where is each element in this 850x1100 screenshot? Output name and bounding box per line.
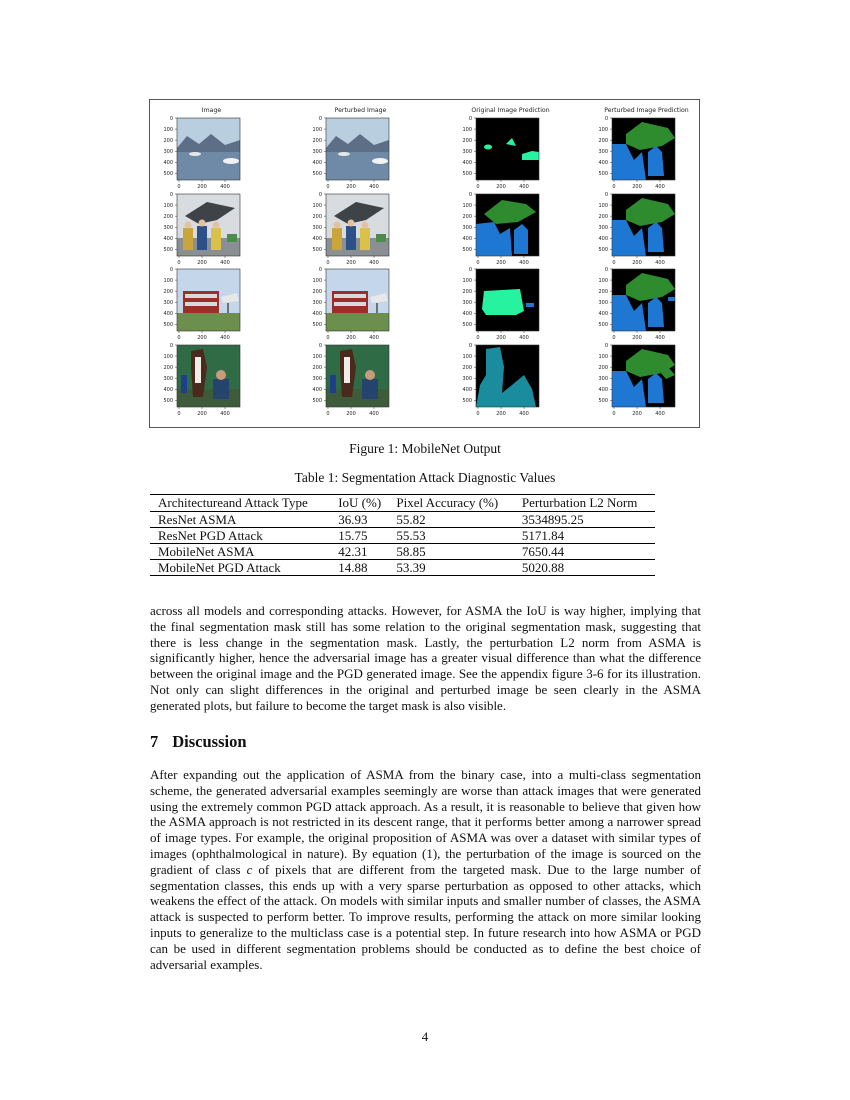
x-tick-label: 0 (476, 335, 480, 341)
y-tick-label: 300 (462, 300, 472, 307)
panel-title: Perturbed Image Prediction (604, 107, 689, 114)
subplot-panel (326, 194, 389, 256)
x-tick-label: 200 (346, 184, 356, 190)
y-tick-label: 0 (604, 191, 608, 198)
y-tick-label: 300 (598, 149, 608, 156)
y-tick-label: 400 (312, 160, 322, 167)
x-tick-label: 200 (496, 411, 506, 417)
y-tick-label: 300 (462, 376, 472, 383)
x-tick-label: 400 (519, 335, 529, 341)
subplot-panel (612, 118, 675, 180)
water (326, 152, 389, 180)
x-tick-label: 400 (519, 184, 529, 190)
x-tick-label: 0 (177, 260, 181, 266)
y-tick-label: 0 (169, 115, 173, 122)
y-tick-label: 300 (163, 149, 173, 156)
table-caption: Table 1: Segmentation Attack Diagnostic Values (294, 470, 556, 485)
x-tick-label: 200 (496, 260, 506, 266)
y-tick-label: 300 (312, 225, 322, 232)
person (332, 228, 342, 250)
x-tick-label: 200 (632, 411, 642, 417)
y-tick-label: 100 (462, 202, 472, 209)
x-tick-label: 0 (476, 184, 480, 190)
y-tick-label: 200 (163, 213, 173, 220)
table-header-cell: Architectureand Attack Type (150, 495, 330, 512)
y-tick-label: 500 (163, 322, 173, 329)
y-tick-label: 0 (318, 342, 322, 349)
x-tick-label: 200 (632, 184, 642, 190)
x-tick-label: 400 (220, 184, 230, 190)
y-tick-label: 0 (604, 342, 608, 349)
y-tick-label: 500 (462, 171, 472, 178)
bus-windows (334, 302, 366, 306)
y-tick-label: 500 (312, 171, 322, 178)
person (362, 379, 378, 399)
y-tick-label: 100 (598, 353, 608, 360)
y-tick-label: 0 (169, 266, 173, 273)
table-cell: 58.85 (388, 544, 513, 560)
y-tick-label: 100 (163, 353, 173, 360)
y-tick-label: 400 (462, 387, 472, 394)
x-tick-label: 400 (369, 184, 379, 190)
x-tick-label: 400 (220, 260, 230, 266)
mask-region (482, 289, 524, 315)
grass (177, 313, 240, 331)
y-tick-label: 400 (163, 387, 173, 394)
x-tick-label: 400 (519, 411, 529, 417)
y-tick-label: 400 (462, 236, 472, 243)
y-tick-label: 100 (598, 277, 608, 284)
table-cell: 42.31 (330, 544, 388, 560)
y-tick-label: 300 (598, 300, 608, 307)
y-tick-label: 500 (462, 322, 472, 329)
y-tick-label: 200 (163, 364, 173, 371)
table-cell: ResNet ASMA (150, 512, 330, 528)
y-tick-label: 100 (312, 202, 322, 209)
subplot-panel (476, 269, 539, 331)
water (177, 152, 240, 180)
y-tick-label: 200 (598, 288, 608, 295)
head (213, 222, 220, 229)
person (181, 375, 187, 393)
subplot-panel (326, 269, 389, 331)
head (362, 222, 369, 229)
x-tick-label: 400 (220, 411, 230, 417)
person (213, 379, 229, 399)
figure-mobilenet-output (149, 99, 700, 428)
x-tick-label: 200 (496, 335, 506, 341)
x-tick-label: 0 (326, 411, 330, 417)
head (199, 220, 206, 227)
discussion-text-a: After expanding out the application of ASMA from the binary case, into a multi-class segmentation scheme, the generated adversarial examples seemingly are worse than attack images that were generated using the extremely common PGD attack approach. As a result, it is reasonable to believe that given how the ASMA approach is not restricted in its descent range, that it performs better among a narrower spread of image types. For example, the original proposition of ASMA was over a dataset with similar types of images (ophthalmological in nature). By equation (1), the perturbation of the image is sourced on the gradient of class (150, 767, 701, 877)
mask-region (484, 145, 492, 150)
y-tick-label: 200 (462, 288, 472, 295)
head (334, 222, 341, 229)
table-cell: 7650.44 (514, 544, 655, 560)
y-tick-label: 500 (462, 247, 472, 254)
y-tick-label: 0 (318, 266, 322, 273)
subplot-panel (612, 194, 675, 256)
y-tick-label: 400 (163, 160, 173, 167)
x-tick-label: 0 (177, 411, 181, 417)
x-tick-label: 400 (519, 260, 529, 266)
paragraph-discussion (150, 767, 701, 972)
y-tick-label: 100 (163, 126, 173, 133)
section-number: 7 (150, 732, 159, 751)
table-cell: 53.39 (388, 560, 513, 576)
y-tick-label: 400 (312, 311, 322, 318)
y-tick-label: 100 (312, 126, 322, 133)
panel-title: Image (201, 107, 222, 114)
diagnostic-table (150, 494, 655, 576)
x-tick-label: 0 (326, 184, 330, 190)
horse-blaze (344, 357, 350, 383)
x-tick-label: 200 (346, 335, 356, 341)
y-tick-label: 0 (169, 342, 173, 349)
y-tick-label: 0 (604, 266, 608, 273)
y-tick-label: 100 (598, 202, 608, 209)
y-tick-label: 500 (598, 322, 608, 329)
y-tick-label: 200 (312, 213, 322, 220)
x-tick-label: 0 (476, 260, 480, 266)
y-tick-label: 200 (598, 213, 608, 220)
x-tick-label: 200 (197, 411, 207, 417)
table-header-cell: Pixel Accuracy (%) (388, 495, 513, 512)
y-tick-label: 100 (462, 126, 472, 133)
x-tick-label: 200 (346, 411, 356, 417)
table-row (150, 512, 655, 528)
table-cell: 15.75 (330, 528, 388, 544)
table-header-cell: IoU (%) (330, 495, 388, 512)
x-tick-label: 400 (655, 184, 665, 190)
y-tick-label: 0 (468, 115, 472, 122)
subplot-panel (326, 345, 389, 407)
table-cell: MobileNet ASMA (150, 544, 330, 560)
table-cell: 36.93 (330, 512, 388, 528)
x-tick-label: 400 (369, 260, 379, 266)
table-row (150, 544, 655, 560)
y-tick-label: 500 (163, 247, 173, 254)
x-tick-label: 400 (655, 335, 665, 341)
person (211, 228, 221, 250)
y-tick-label: 400 (598, 236, 608, 243)
section-title: Discussion (172, 732, 247, 751)
table-cell: MobileNet PGD Attack (150, 560, 330, 576)
y-tick-label: 0 (468, 191, 472, 198)
y-tick-label: 0 (169, 191, 173, 198)
y-tick-label: 200 (163, 137, 173, 144)
table-header-cell: Perturbation L2 Norm (514, 495, 655, 512)
y-tick-label: 500 (163, 398, 173, 405)
y-tick-label: 100 (312, 353, 322, 360)
y-tick-label: 200 (312, 288, 322, 295)
mask-background (476, 118, 539, 180)
y-tick-label: 500 (598, 171, 608, 178)
bus-windows (185, 302, 217, 306)
y-tick-label: 200 (462, 213, 472, 220)
x-tick-label: 0 (177, 335, 181, 341)
y-tick-label: 200 (312, 364, 322, 371)
horse-blaze (195, 357, 201, 383)
grass (326, 313, 389, 331)
figure-caption: Figure 1: MobileNet Output (349, 441, 501, 456)
x-tick-label: 0 (476, 411, 480, 417)
y-tick-label: 100 (163, 202, 173, 209)
y-tick-label: 500 (598, 398, 608, 405)
y-tick-label: 0 (318, 191, 322, 198)
head (348, 220, 355, 227)
y-tick-label: 300 (163, 225, 173, 232)
table-row (150, 560, 655, 576)
x-tick-label: 200 (197, 184, 207, 190)
person (360, 228, 370, 250)
x-tick-label: 400 (655, 260, 665, 266)
table-cell: 5171.84 (514, 528, 655, 544)
y-tick-label: 200 (462, 364, 472, 371)
x-tick-label: 200 (346, 260, 356, 266)
subplot-panel (177, 194, 240, 256)
y-tick-label: 300 (312, 300, 322, 307)
pole (227, 303, 229, 313)
mask-region (514, 224, 528, 254)
y-tick-label: 300 (312, 376, 322, 383)
y-tick-label: 200 (462, 137, 472, 144)
boat (372, 158, 388, 164)
x-tick-label: 0 (326, 260, 330, 266)
table-cell: 14.88 (330, 560, 388, 576)
y-tick-label: 400 (598, 160, 608, 167)
boat (338, 152, 350, 156)
panel-title: Perturbed Image (334, 107, 387, 114)
y-tick-label: 500 (312, 247, 322, 254)
discussion-text-b: of pixels that are different from the targeted mask. Due to the large number of segmentation classes, this ends up with a very sparse perturbation as opposed to other attacks, which weakens the effect of the attack. On models with similar inputs and smaller number of classes, the ASMA attack is suspected to perform better. To improve results, performing the attack on more similar looking inputs to generalize to the multiclass case is a potential step. In future research into how ASMA or PGD can be used in different segmentation problems should be conducted as to define the best choice of adversarial examples. (150, 861, 701, 972)
x-tick-label: 200 (632, 260, 642, 266)
y-tick-label: 400 (163, 236, 173, 243)
table-cell: 3534895.25 (514, 512, 655, 528)
y-tick-label: 300 (598, 376, 608, 383)
subplot-panel (177, 269, 240, 331)
head (216, 370, 226, 380)
y-tick-label: 300 (312, 149, 322, 156)
y-tick-label: 300 (163, 376, 173, 383)
y-tick-label: 300 (163, 300, 173, 307)
y-tick-label: 100 (163, 277, 173, 284)
bus-windows (185, 294, 217, 298)
table-header-row (150, 495, 655, 512)
x-tick-label: 0 (326, 335, 330, 341)
head (185, 222, 192, 229)
table-cell: 5020.88 (514, 560, 655, 576)
grass (227, 234, 237, 242)
grass (376, 234, 386, 242)
x-tick-label: 0 (612, 335, 616, 341)
y-tick-label: 100 (462, 277, 472, 284)
person (197, 226, 207, 250)
x-tick-label: 0 (177, 184, 181, 190)
y-tick-label: 300 (462, 225, 472, 232)
x-tick-label: 0 (612, 260, 616, 266)
section-heading (150, 732, 247, 752)
boat (189, 152, 201, 156)
bus-windows (334, 294, 366, 298)
subplot-panel (476, 194, 539, 256)
paragraph-results: across all models and corresponding attacks. However, for ASMA the IoU is way higher, implying that the final segmentation mask still has some relation to the original segmentation mask, suggesting that there is less change in the segmentation mask. Lastly, the perturbation L2 norm from ASMA is significantly higher, hence the adversarial image has a greater visual difference than what the difference between the original image and the PGD generated image. See the appendix figure 3-6 for its illustration. Not only can slight differences in the original and perturbed image be seen clearly in the ASMA generated plots, but failure to become the target mask is also visible. (150, 603, 701, 713)
y-tick-label: 400 (598, 311, 608, 318)
x-tick-label: 200 (197, 260, 207, 266)
subplot-panel (476, 345, 539, 407)
y-tick-label: 500 (598, 247, 608, 254)
x-tick-label: 0 (612, 184, 616, 190)
class-variable: c (246, 861, 253, 877)
y-tick-label: 100 (462, 353, 472, 360)
table-row (150, 528, 655, 544)
table-cell: 55.53 (388, 528, 513, 544)
subplot-panel (612, 269, 675, 331)
person (330, 375, 336, 393)
subplot-panel (612, 345, 675, 407)
y-tick-label: 100 (598, 126, 608, 133)
y-tick-label: 400 (163, 311, 173, 318)
y-tick-label: 400 (312, 387, 322, 394)
mask-region (668, 297, 675, 301)
x-tick-label: 200 (496, 184, 506, 190)
x-tick-label: 0 (612, 411, 616, 417)
subplot-panel (177, 118, 240, 180)
y-tick-label: 200 (598, 137, 608, 144)
x-tick-label: 200 (197, 335, 207, 341)
y-tick-label: 300 (462, 149, 472, 156)
y-tick-label: 0 (318, 115, 322, 122)
subplot-panel (177, 345, 240, 407)
person (183, 228, 193, 250)
figure-grid (150, 100, 701, 429)
y-tick-label: 0 (468, 266, 472, 273)
table-cell: 55.82 (388, 512, 513, 528)
y-tick-label: 500 (312, 322, 322, 329)
pole (376, 303, 378, 313)
y-tick-label: 200 (312, 137, 322, 144)
y-tick-label: 300 (598, 225, 608, 232)
y-tick-label: 500 (462, 398, 472, 405)
x-tick-label: 200 (632, 335, 642, 341)
y-tick-label: 0 (604, 115, 608, 122)
y-tick-label: 200 (598, 364, 608, 371)
y-tick-label: 400 (598, 387, 608, 394)
head (365, 370, 375, 380)
y-tick-label: 200 (163, 288, 173, 295)
panel-title: Original Image Prediction (471, 107, 550, 114)
table-cell: ResNet PGD Attack (150, 528, 330, 544)
y-tick-label: 0 (468, 342, 472, 349)
subplot-panel (326, 118, 389, 180)
x-tick-label: 400 (655, 411, 665, 417)
x-tick-label: 400 (220, 335, 230, 341)
subplot-panel (476, 118, 539, 180)
y-tick-label: 100 (312, 277, 322, 284)
y-tick-label: 500 (163, 171, 173, 178)
y-tick-label: 400 (312, 236, 322, 243)
page-number: 4 (421, 1029, 429, 1044)
y-tick-label: 500 (312, 398, 322, 405)
mask-region (526, 303, 534, 307)
y-tick-label: 400 (462, 160, 472, 167)
x-tick-label: 400 (369, 335, 379, 341)
y-tick-label: 400 (462, 311, 472, 318)
x-tick-label: 400 (369, 411, 379, 417)
boat (223, 158, 239, 164)
person (346, 226, 356, 250)
